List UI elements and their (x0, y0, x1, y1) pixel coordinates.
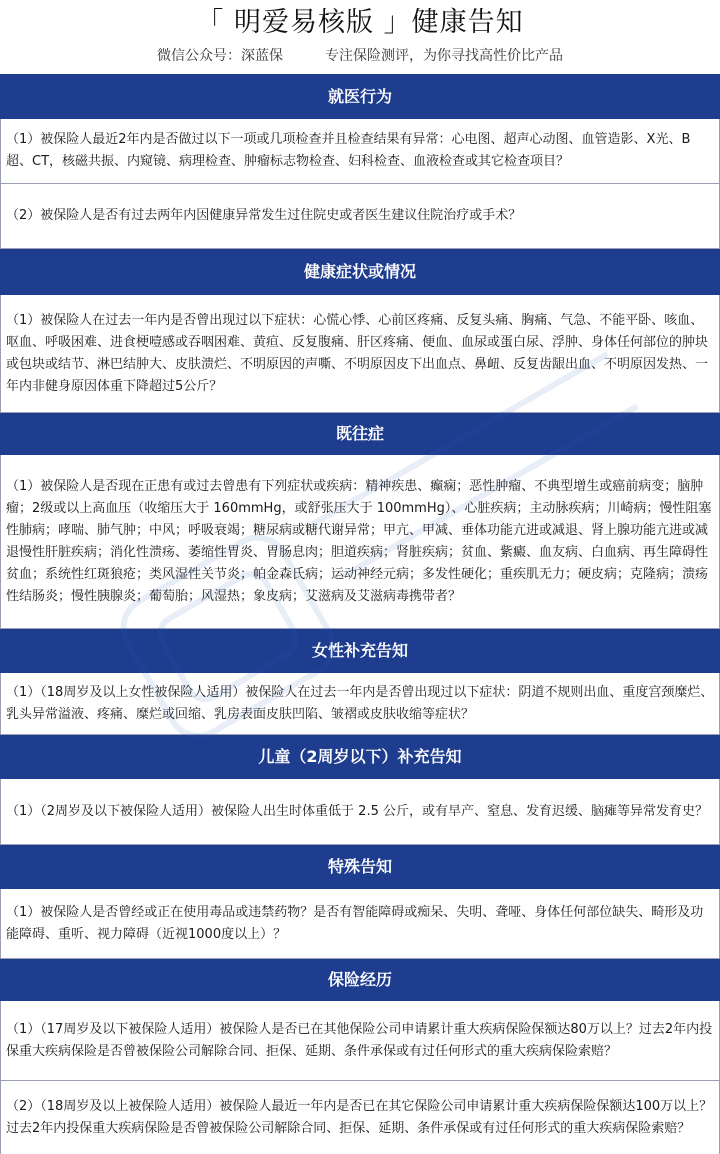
question-row (1, 119, 720, 184)
wechat-account: 微信公众号：深蓝保 (157, 48, 283, 64)
section-header-female-supplement (1, 629, 720, 673)
section-title: 就医行为 (1, 75, 720, 119)
section-header-symptoms (1, 249, 720, 295)
section-title: 健康症状或情况 (1, 249, 720, 295)
question-text: （1）被保险人是否现在正患有或过去曾患有下列症状或疾病：精神疾患、癫痫；恶性肿瘤、不典型增生或癌前病变；脑肿瘤；2级或以上高血压（收缩压大于 160mmHg，或舒张压大于 100mmHg）、心脏疾病；主动脉疾病；川崎病；慢性阻塞性肺病；哮喘、肺气肿；中风；呼吸衰竭；糖尿病或糖代谢异常；甲亢、甲减、垂体功能亢进或减退、肾上腺功能亢进或减退慢性肝脏疾病；消化性溃疡、萎缩性胃炎、胃肠息肉；胆道疾病；肾脏疾病；贫血、紫癜、血友病、白血病、再生障碍性贫血；系统性红斑狼疮；类风湿性关节炎；帕金森氏病；运动神经元病；多发性硬化；重疾肌无力；硬皮病；克隆病；溃疡性结肠炎；慢性胰腺炎；葡萄胎；风湿热；象皮病；艾滋病及艾滋病毒携带者？ (1, 455, 720, 629)
question-row (1, 1001, 720, 1081)
question-text: （1）（2周岁及以下被保险人适用）被保险人出生时体重低于 2.5 公斤，或有早产、窒息、发育迟缓、脑瘫等异常发育史？ (1, 779, 720, 845)
section-header-child-supplement (1, 735, 720, 779)
question-row (1, 779, 720, 845)
section-title: 特殊告知 (1, 845, 720, 889)
health-notice-table (0, 74, 720, 1154)
question-text: （1）被保险人在过去一年内是否曾出现过以下症状：心慌心悸、心前区疼痛、反复头痛、胸痛、气急、不能平卧、咳血、呕血、呼吸困难、进食梗噎感或吞咽困难、黄疸、反复腹痛、肝区疼痛、便血、血尿或蛋白尿、浮肿、身体任何部位的肿块或包块或结节、淋巴结肿大、皮肤溃烂、不明原因的声嘶、不明原因皮下出血点、鼻衄、反复齿龈出血、不明原因发热、一年内非健身原因体重下降超过5公斤？ (1, 295, 720, 413)
page-header (0, 0, 720, 74)
question-text: （1）（17周岁及以下被保险人适用）被保险人是否已在其他保险公司申请累计重大疾病保险保额达80万以上？过去2年内投保重大疾病保险是否曾被保险公司解除合同、拒保、延期、条件承保或有过任何形式的重大疾病保险索赔？ (1, 1001, 720, 1081)
question-row (1, 1081, 720, 1154)
section-header-insurance-history (1, 959, 720, 1001)
question-text: （1）被保险人是否曾经或正在使用毒品或违禁药物？是否有智能障碍或痴呆、失明、聋哑、身体任何部位缺失、畸形及功能障碍、重听、视力障碍（近视1000度以上）？ (1, 889, 720, 959)
question-row (1, 184, 720, 249)
question-row (1, 889, 720, 959)
question-row (1, 455, 720, 629)
question-text: （1）被保险人最近2年内是否做过以下一项或几项检查并且检查结果有异常：心电图、超声心动图、血管造影、X光、B超、CT，核磁共振、内窥镜、病理检查、肿瘤标志物检查、妇科检查、血液检查或其它检查项目？ (1, 119, 720, 184)
page-title: 「 明爱易核版 」健康告知 (196, 7, 524, 38)
question-text: （2）被保险人是否有过去两年内因健康异常发生过住院史或者医生建议住院治疗或手术？ (1, 184, 720, 249)
question-row (1, 295, 720, 413)
page-subtitle (0, 44, 720, 68)
section-title: 女性补充告知 (1, 629, 720, 673)
section-header-medical-history (1, 413, 720, 455)
section-header-special-notice (1, 845, 720, 889)
section-title: 保险经历 (1, 959, 720, 1001)
section-title: 儿童（2周岁以下）补充告知 (1, 735, 720, 779)
section-header-medical-behavior (1, 75, 720, 119)
section-title: 既往症 (1, 413, 720, 455)
question-row (1, 673, 720, 735)
slogan: 专注保险测评，为你寻找高性价比产品 (325, 48, 563, 64)
question-text: （2）（18周岁及以上被保险人适用）被保险人最近一年内是否已在其它保险公司申请累计重大疾病保险保额达100万以上？过去2年内投保重大疾病保险是否曾被保险公司解除合同、拒保、延期、条件承保或有过任何形式的重大疾病保险索赔？ (1, 1081, 720, 1154)
question-text: （1）（18周岁及以上女性被保险人适用）被保险人在过去一年内是否曾出现过以下症状：阴道不规则出血、重度宫颈糜烂、乳头异常溢液、疼痛、糜烂或回缩、乳房表面皮肤凹陷、皱褶或皮肤收缩等症状？ (1, 673, 720, 735)
